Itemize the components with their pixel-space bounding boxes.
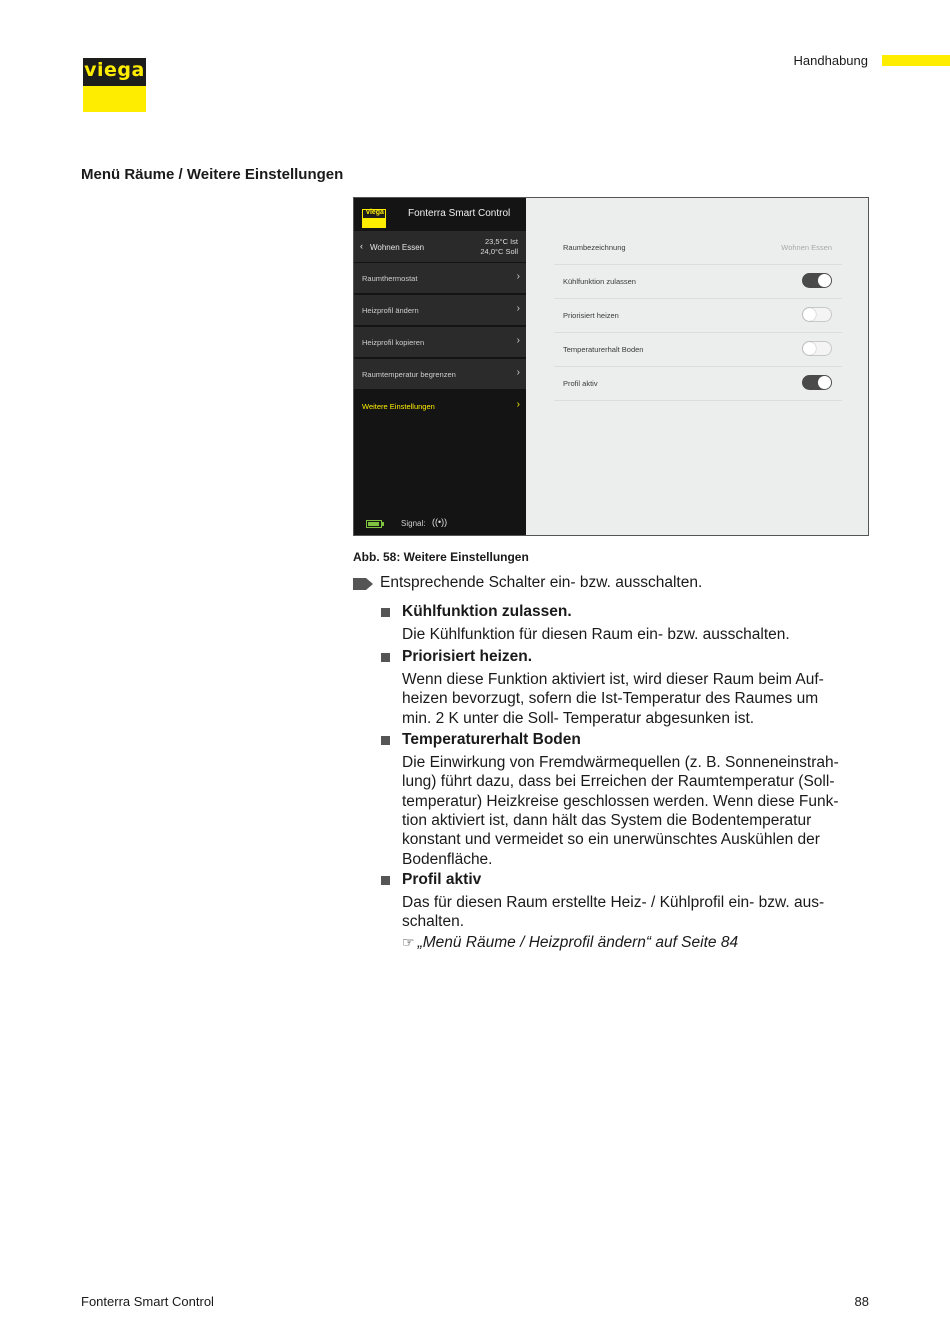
app-sidebar [354,198,526,535]
bullet-text-line: Die Kühlfunktion für diesen Raum ein- bzw. ausschalten. [402,626,790,643]
bullet-square-icon [381,653,390,662]
toggle-switch[interactable] [802,273,832,288]
xref-text: „Menü Räume / Heizprofil ändern“ auf Seite 84 [417,934,739,951]
bullet-square-icon [381,876,390,885]
chevron-right-icon: › [516,367,520,378]
settings-row [554,299,842,333]
menu-item[interactable] [354,391,526,422]
room-name-field[interactable]: Wohnen Essen [781,243,832,252]
toggle-switch[interactable] [802,341,832,356]
app-screenshot [353,197,869,536]
room-name: Wohnen Essen [370,243,425,252]
settings-row [554,333,842,367]
menu-item[interactable] [354,295,526,326]
toggle-knob [818,376,831,389]
app-title: Fonterra Smart Control [408,208,511,219]
bullet-text-line: Bodenfläche. [402,850,493,868]
settings-label: Priorisiert heizen [563,311,619,320]
menu-item-label: Weitere Einstellungen [362,402,435,411]
toggle-knob [803,342,816,355]
menu-item-label: Raumthermostat [362,274,418,283]
menu-item[interactable] [354,359,526,390]
room-actual-temp: 23,5°C Ist [484,237,518,246]
settings-panel [554,231,842,401]
settings-label: Profil aktiv [563,379,598,388]
bullet-text-line: tion aktiviert ist, dann hält das System die Bodentemperatur [402,811,812,829]
bullet-text-line: min. 2 K unter die Soll- Temperatur abgesunken ist. [402,709,755,727]
bullet-text-line: Wenn diese Funktion aktiviert ist, wird dieser Raum beim Auf- [402,671,824,688]
bullet-text-line: konstant und vermeidet so ein unerwünschtes Auskühlen der [402,831,820,849]
chevron-right-icon: › [516,303,520,314]
app-logo-text: viega [366,209,384,216]
menu-item[interactable] [354,327,526,358]
settings-row [554,231,842,265]
step-arrow-icon [353,578,373,590]
chevron-right-icon: › [516,335,520,346]
viega-logo [83,58,146,112]
bullet-square-icon [381,736,390,745]
settings-row [554,367,842,401]
header-accent-bar [882,55,950,66]
bullet-text-line: heizen bevorzugt, sofern die Ist-Temperatur des Raumes um [402,690,819,708]
logo-text: viega [84,59,145,81]
bullet-text-line: Das für diesen Raum erstellte Heiz- / Kühlprofil ein- bzw. aus- [402,894,825,911]
header-section-label: Handhabung [793,53,868,68]
status-bar [354,513,526,535]
settings-label: Kühlfunktion zulassen [563,277,636,286]
signal-label: Signal: [401,519,426,528]
hand-pointer-icon: ☞ [402,934,415,950]
bullet-title: Profil aktiv [402,871,482,888]
toggle-switch[interactable] [802,375,832,390]
menu-item-label: Raumtemperatur begrenzen [362,370,456,379]
settings-label: Raumbezeichnung [563,243,626,252]
footer-product: Fonterra Smart Control [81,1294,214,1309]
signal-icon: ((•)) [432,517,448,527]
bullet-title: Temperaturerhalt Boden [402,731,581,748]
bullet-title: Priorisiert heizen. [402,648,533,665]
toggle-switch[interactable] [802,307,832,322]
settings-label: Temperaturerhalt Boden [563,345,644,354]
chevron-right-icon: › [516,271,520,282]
cross-reference-link[interactable] [402,934,738,952]
settings-row [554,265,842,299]
figure-caption: Abb. 58: Weitere Einstellungen [353,550,529,564]
bullet-text-line: lung) führt dazu, dass bei Erreichen der Raumtemperatur (Soll- [402,773,835,791]
room-back-button[interactable] [354,231,526,263]
section-title: Menü Räume / Weitere Einstellungen [81,166,344,183]
toggle-knob [803,308,816,321]
chevron-right-icon: › [516,399,520,410]
bullet-text-line: temperatur) Heizkreise geschlossen werden. Wenn diese Funk- [402,792,839,810]
app-header [354,198,526,231]
bullet-text-line: Die Einwirkung von Fremdwärmequellen (z. B. Sonneneinstrah- [402,754,839,771]
chevron-left-icon: ‹ [360,241,363,251]
bullet-text-line: schalten. [402,913,465,931]
menu-item-label: Heizprofil kopieren [362,338,425,347]
battery-icon [366,520,382,528]
room-target-temp: 24,0°C Soll [480,247,518,256]
bullet-square-icon [381,608,390,617]
toggle-knob [818,274,831,287]
menu-item[interactable] [354,263,526,294]
app-logo [362,209,386,229]
menu-item-label: Heizprofil ändern [362,306,419,315]
footer-page-number: 88 [854,1294,869,1309]
step-instruction: Entsprechende Schalter ein- bzw. ausschalten. [380,574,703,591]
bullet-title: Kühlfunktion zulassen. [402,603,572,620]
